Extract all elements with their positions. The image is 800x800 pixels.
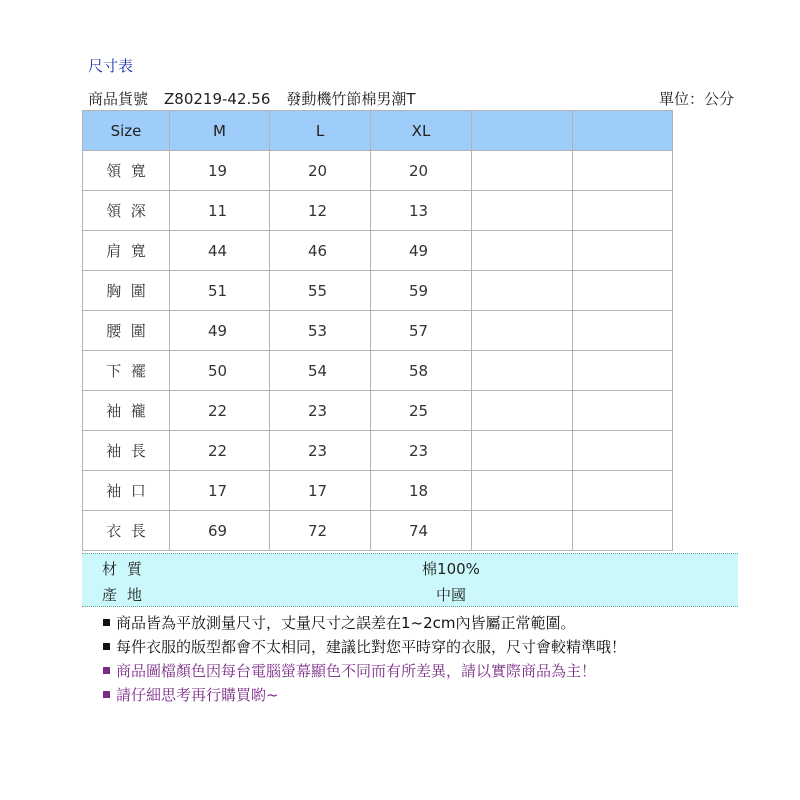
- note-item: [103, 684, 626, 708]
- table-cell: 49: [371, 231, 472, 271]
- table-cell: 12: [270, 191, 371, 231]
- table-cell: [573, 271, 673, 311]
- origin-label: 產地: [102, 586, 153, 604]
- table-cell: 55: [270, 271, 371, 311]
- origin-row: [82, 580, 738, 606]
- product-info-line: [88, 88, 734, 108]
- header-cell: [573, 111, 673, 151]
- table-cell: 17: [270, 471, 371, 511]
- table-cell: 18: [371, 471, 472, 511]
- table-cell: 13: [371, 191, 472, 231]
- table-cell: [472, 431, 573, 471]
- square-bullet-icon: [103, 691, 110, 698]
- table-cell: 23: [270, 431, 371, 471]
- table-cell: 44: [170, 231, 270, 271]
- row-label: 肩 寬: [83, 231, 170, 271]
- product-code-label: 商品貨號: [88, 90, 149, 108]
- page-title: 尺寸表: [88, 57, 134, 75]
- table-cell: [573, 391, 673, 431]
- table-cell: 19: [170, 151, 270, 191]
- size-table-header: [83, 111, 673, 151]
- table-cell: [472, 351, 573, 391]
- note-item: [103, 660, 626, 684]
- material-label: 材質: [102, 560, 153, 578]
- table-row: [83, 471, 673, 511]
- row-label: 袖 襱: [83, 391, 170, 431]
- table-cell: [472, 511, 573, 551]
- table-cell: [573, 471, 673, 511]
- table-cell: 59: [371, 271, 472, 311]
- table-row: [83, 431, 673, 471]
- table-cell: [573, 191, 673, 231]
- table-cell: 69: [170, 511, 270, 551]
- table-cell: 17: [170, 471, 270, 511]
- product-code: Z80219-42.56: [164, 90, 271, 108]
- table-cell: 20: [270, 151, 371, 191]
- table-cell: 74: [371, 511, 472, 551]
- material-section: [82, 553, 738, 607]
- table-cell: [472, 471, 573, 511]
- table-cell: [472, 151, 573, 191]
- row-label: 領 深: [83, 191, 170, 231]
- row-label: 袖 長: [83, 431, 170, 471]
- row-label: 袖 口: [83, 471, 170, 511]
- table-cell: 23: [270, 391, 371, 431]
- size-table: [82, 110, 673, 551]
- header-cell: [472, 111, 573, 151]
- table-cell: [573, 151, 673, 191]
- note-text: 每件衣服的版型都會不太相同，建議比對您平時穿的衣服，尺寸會較精準哦！: [116, 638, 627, 656]
- row-label: 胸 圍: [83, 271, 170, 311]
- table-cell: 50: [170, 351, 270, 391]
- table-row: [83, 311, 673, 351]
- table-cell: 57: [371, 311, 472, 351]
- table-cell: [472, 311, 573, 351]
- product-name: 發動機竹節棉男潮T: [286, 90, 416, 108]
- note-item: [103, 612, 626, 636]
- table-cell: 22: [170, 431, 270, 471]
- table-cell: [472, 271, 573, 311]
- table-cell: 51: [170, 271, 270, 311]
- row-label: 領 寬: [83, 151, 170, 191]
- row-label: 腰 圍: [83, 311, 170, 351]
- table-cell: 22: [170, 391, 270, 431]
- row-label: 下 襬: [83, 351, 170, 391]
- table-cell: 54: [270, 351, 371, 391]
- table-cell: 23: [371, 431, 472, 471]
- table-cell: [573, 311, 673, 351]
- table-cell: [573, 511, 673, 551]
- notes-list: [103, 612, 626, 708]
- table-cell: [472, 191, 573, 231]
- table-cell: 53: [270, 311, 371, 351]
- table-row: [83, 151, 673, 191]
- note-text: 商品圖檔顏色因每台電腦螢幕顯色不同而有所差異，請以實際商品為主！: [116, 662, 597, 680]
- table-cell: [573, 351, 673, 391]
- table-row: [83, 511, 673, 551]
- table-cell: [573, 231, 673, 271]
- material-value: 棉100%: [422, 560, 480, 578]
- table-cell: 58: [371, 351, 472, 391]
- table-cell: 25: [371, 391, 472, 431]
- table-cell: 46: [270, 231, 371, 271]
- unit-label: 單位：公分: [658, 90, 734, 108]
- square-bullet-icon: [103, 619, 110, 626]
- header-cell: XL: [371, 111, 472, 151]
- header-cell: L: [270, 111, 371, 151]
- table-cell: 20: [371, 151, 472, 191]
- table-cell: [472, 231, 573, 271]
- note-item: [103, 636, 626, 660]
- table-cell: 11: [170, 191, 270, 231]
- table-row: [83, 271, 673, 311]
- table-cell: 72: [270, 511, 371, 551]
- row-label: 衣 長: [83, 511, 170, 551]
- table-cell: [472, 391, 573, 431]
- note-text: 商品皆為平放測量尺寸，丈量尺寸之誤差在1~2cm內皆屬正常範圍。: [116, 614, 576, 632]
- square-bullet-icon: [103, 643, 110, 650]
- material-row: [82, 554, 738, 580]
- header-cell: Size: [83, 111, 170, 151]
- table-cell: 49: [170, 311, 270, 351]
- note-text: 請仔細思考再行購買喲~: [116, 686, 279, 704]
- product-info: [88, 88, 416, 109]
- table-row: [83, 191, 673, 231]
- table-row: [83, 351, 673, 391]
- table-row: [83, 231, 673, 271]
- table-row: [83, 391, 673, 431]
- table-cell: [573, 431, 673, 471]
- square-bullet-icon: [103, 667, 110, 674]
- header-cell: M: [170, 111, 270, 151]
- origin-value: 中國: [435, 586, 466, 604]
